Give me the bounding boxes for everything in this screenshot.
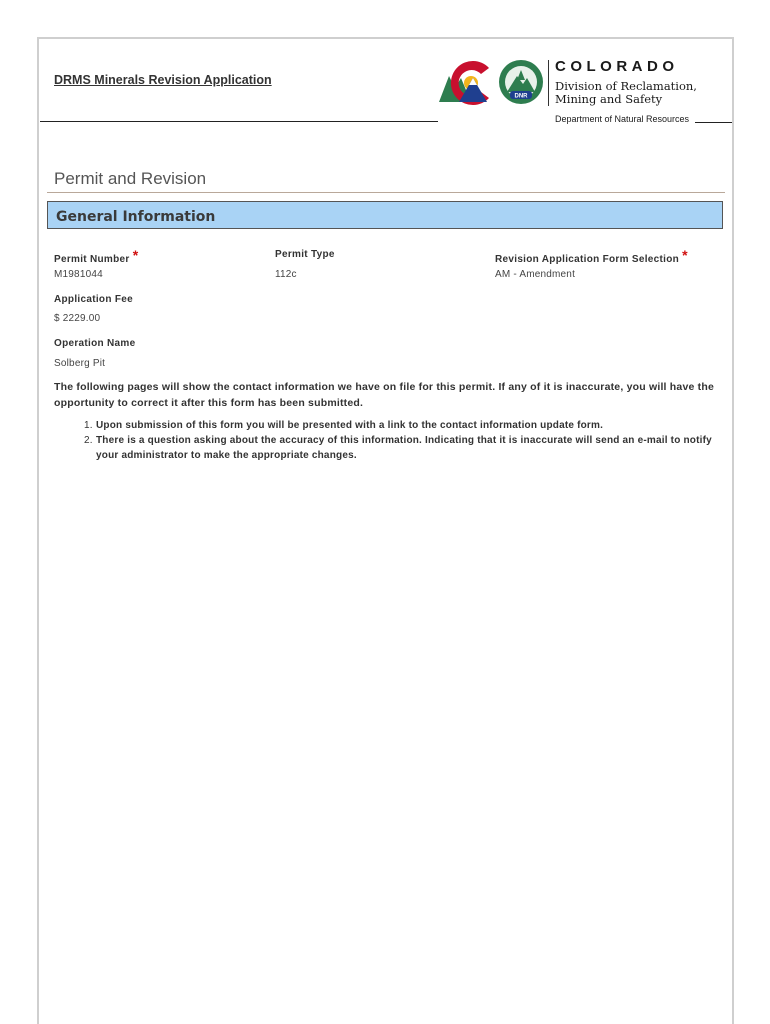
permit-type-label: Permit Type <box>275 249 335 260</box>
dnr-badge-text: DNR <box>514 93 528 100</box>
agency-state: COLORADO <box>555 58 679 75</box>
colorado-c-logo-icon <box>437 58 495 108</box>
list-item: 2. There is a question asking about the accuracy of this information. Indicating that it is inaccurate will send an e-mail to notify your administrator to make the appropriate changes. <box>84 435 712 461</box>
section-title: Permit and Revision <box>54 169 207 188</box>
logo-separator <box>548 60 549 106</box>
revision-form-label: Revision Application Form Selection * <box>495 247 688 265</box>
application-fee-value: $ 2229.00 <box>54 313 101 324</box>
permit-number-label: Permit Number * <box>54 247 139 265</box>
agency-logo-block <box>437 58 727 128</box>
banner-title: General Information <box>56 209 216 225</box>
operation-name-value: Solberg Pit <box>54 358 106 369</box>
required-marker: * <box>132 247 139 263</box>
application-fee-label: Application Fee <box>54 294 133 305</box>
permit-number-value: M1981044 <box>54 269 103 280</box>
header-divider <box>40 121 438 122</box>
department-divider <box>695 122 732 123</box>
section-divider <box>47 192 725 193</box>
instruction-list <box>84 418 724 463</box>
agency-division: Division of Reclamation, Mining and Safety <box>555 79 697 106</box>
permit-type-value: 112c <box>275 269 297 280</box>
contact-info-note: The following pages will show the contact information we have on file for this permit. If any of it is inaccurate, you will have the opportunity to correct it after this form has been submitted. <box>54 381 714 409</box>
general-information-banner <box>47 201 723 229</box>
list-item: 1. Upon submission of this form you will be presented with a link to the contact information update form. <box>84 420 604 431</box>
dnr-logo-icon <box>497 58 545 106</box>
document-title: DRMS Minerals Revision Application <box>54 73 272 87</box>
required-marker: * <box>682 247 688 263</box>
revision-form-value: AM - Amendment <box>495 269 576 280</box>
agency-department: Department of Natural Resources <box>555 114 690 124</box>
operation-name-label: Operation Name <box>54 338 136 349</box>
